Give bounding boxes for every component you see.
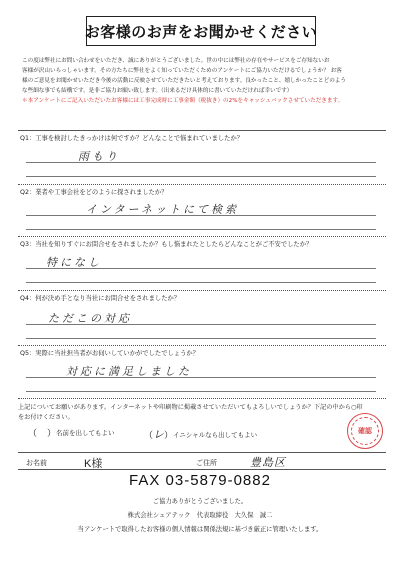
name-value: K様 <box>84 458 103 470</box>
question-4: Q4：何が決め手となり当社にお問合せをされましたか？ <box>18 290 386 306</box>
customer-info-row <box>18 452 386 470</box>
question-3: Q3：当社を知りすぐにお問合せをされましたか？もし悩まれたとしたらどんなことがご不安でしたか？ <box>18 236 386 252</box>
consent-line: をお付けください。 <box>18 414 74 421</box>
option-name-public[interactable] <box>28 426 115 439</box>
answer-line <box>26 162 376 163</box>
thanks-text: ご協力ありがとうございました。 <box>152 498 248 505</box>
cashback-notice: ＊本アンケートにご記入いただいたお客様には工事完成時に工事金額（税抜き）の2%をキャッシュバックさせていただきます。 <box>22 98 344 104</box>
question-1: Q1：工事を検討したきっかけは何ですか？どんなことで悩まれていましたか？ <box>18 130 386 146</box>
intro-line: 客様が沢山いらっしゃいます。その方たちに弊社をよく知っていただくためのアンケートにご協力いただけるでしょうか？ お客 <box>22 68 342 74</box>
answer-line <box>26 282 376 283</box>
consent-request <box>18 403 363 423</box>
address-label: ご住所 <box>196 459 217 467</box>
answer-line <box>26 268 376 269</box>
fax-number: FAX 03-5879-0882 <box>129 472 271 489</box>
option-paren-close: ） <box>47 429 57 439</box>
company-signature: 株式会社シェアテック 代表取締役 大久保 誠二 <box>127 512 273 519</box>
stamp-text: 確認 <box>358 427 372 435</box>
answer-line <box>26 324 376 325</box>
section-divider <box>18 398 386 399</box>
name-label: お名前 <box>26 459 47 467</box>
answer-1: 雨もり <box>78 150 120 163</box>
option-paren-open: （ <box>144 430 154 441</box>
option-initial-public[interactable] <box>144 426 257 442</box>
intro-text <box>22 56 382 106</box>
option-label: 名前を出してもよい <box>56 429 115 437</box>
confirmation-stamp <box>347 413 383 449</box>
answer-3: 特になし <box>46 256 102 269</box>
answer-4: ただこの対応 <box>48 312 132 325</box>
option-paren-open: （ <box>28 429 38 439</box>
answer-line <box>26 391 376 392</box>
answer-2: インターネットにて検索 <box>86 203 240 216</box>
answer-line <box>26 215 376 216</box>
address-value: 豊島区 <box>250 456 286 469</box>
option-paren-close: ） <box>164 430 174 441</box>
intro-line: この度は弊社にお問い合わせをいただき、誠にありがとうございました。世の中には弊社の存在やサービスをご存知ないお <box>22 58 330 64</box>
answer-5: 対応に満足しました <box>66 365 192 378</box>
survey-title: お客様のお声をお聞かせください <box>86 16 316 46</box>
intro-line: な些細な事でも結構です。是非ご協力お願い致します。（出来るだけ具体的に書いていただければ幸いです） <box>22 88 293 94</box>
answer-line <box>26 176 376 177</box>
consent-line: 上記についてお願いがあります。インターネットや印刷物に掲載させていただいてもよろしいでしょうか？下記の中から○印 <box>18 404 363 411</box>
question-5: Q5：実際に当社担当者がお伺いしていかがでしたでしょうか？ <box>18 345 386 361</box>
answer-line <box>26 229 376 230</box>
question-2: Q2：業者や工事会社をどのように探されましたか？ <box>18 184 386 200</box>
check-mark-icon: レ <box>153 428 165 441</box>
intro-line: 様のご意見をお聞かせいただき今後の活動に反映させていただきたいと考えております。良かったこと、嬉しかったことどのよう <box>22 78 346 84</box>
privacy-notice: 当アンケートで取得したお客様の個人情報は関係法規に基づき厳正に管理いたします。 <box>77 526 323 533</box>
answer-line <box>26 338 376 339</box>
stamp-inner <box>351 417 379 445</box>
option-label: イニシャルなら出してもよい <box>173 430 258 439</box>
answer-line <box>26 377 376 378</box>
